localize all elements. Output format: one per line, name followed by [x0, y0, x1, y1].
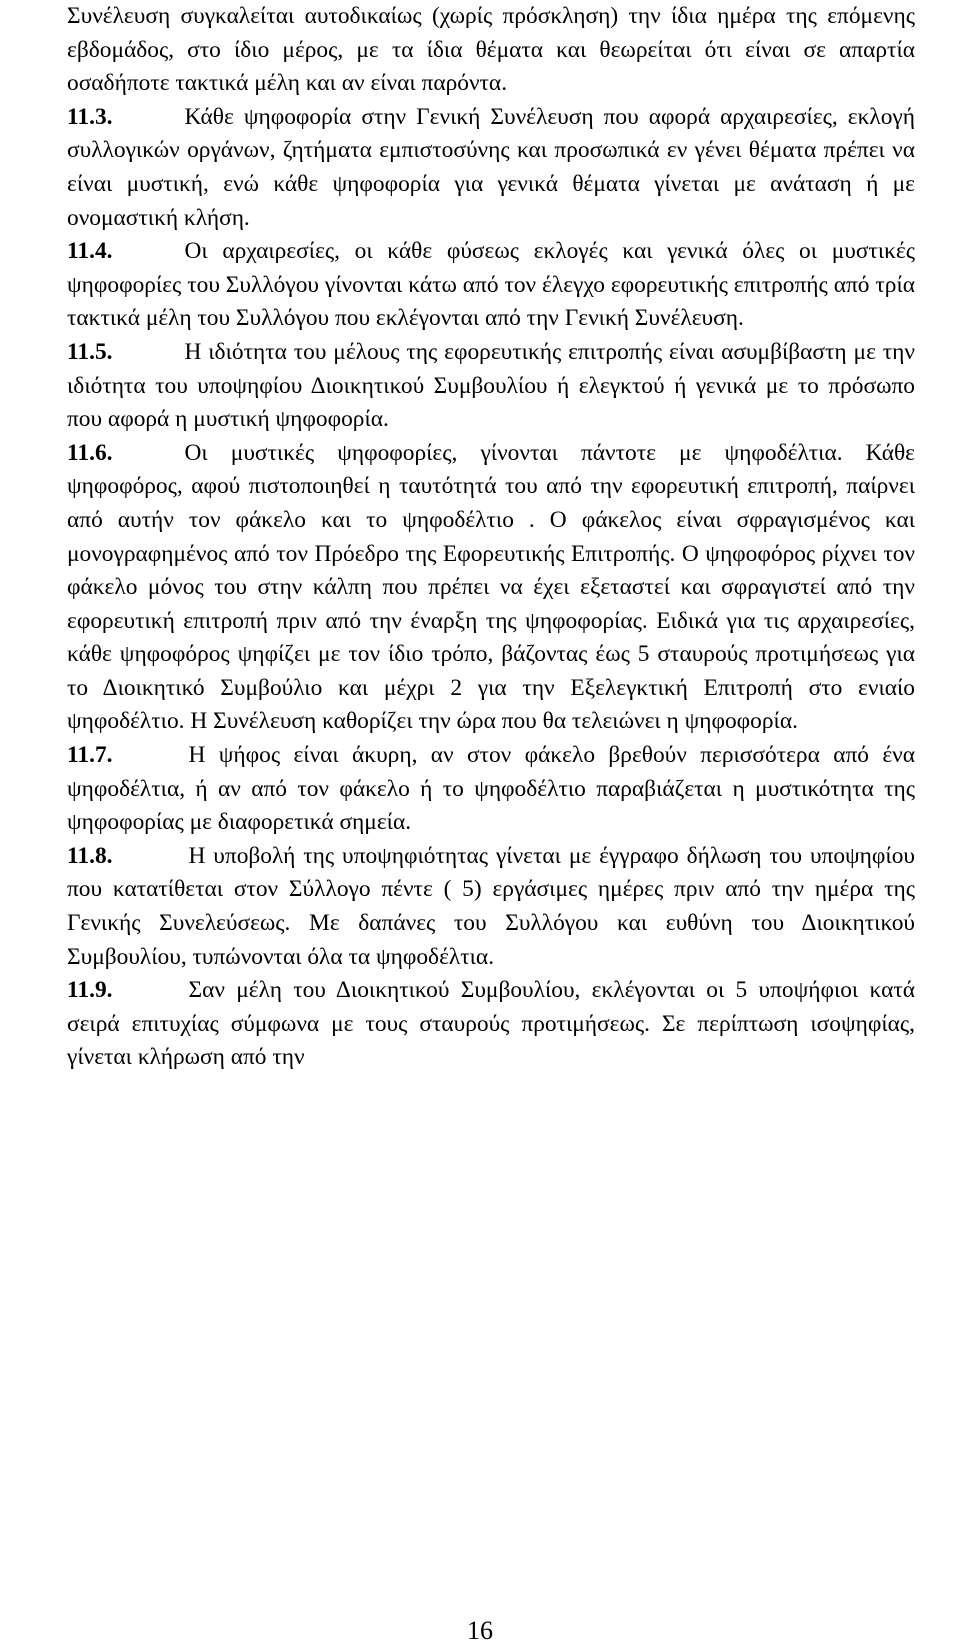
clause-text: Οι μυστικές ψηφοφορίες, γίνονται πάντοτε με ψηφοδέλτια. Κάθε ψηφοφόρος, αφού πιστοποιηθεί η ταυτότητά του από την εφορευτική επιτροπή, παίρνει από αυτήν τον φάκελο και το ψηφοδέλτιο . Ο φάκελος είναι σφραγισμένος και μονογραφημένος από τον Πρόεδρο της Εφορευτικής Επιτροπής. Ο ψηφοφόρος ρίχνει τον φάκελο μόνος του στην κάλπη που πρέπει να έχει εξεταστεί και σφραγιστεί από την εφορευτική επιτροπή πριν από την έναρξη της ψηφοφορίας. Ειδικά για τις αρχαιρεσίες, κάθε ψηφοφόρος ψηφίζει με τον ίδιο τρόπο, βάζοντας έως 5 σταυρούς προτιμήσεως για το Διοικητικό Συμβούλιο και μέχρι 2 για την Εξελεγκτική Επιτροπή στο ενιαίο ψηφοδέλτιο. Η Συνέλευση καθορίζει την ώρα που θα τελειώνει η ψηφοφορία. [67, 439, 915, 735]
clause-number: 11.4. [67, 238, 113, 265]
clause-number: 11.7. [67, 742, 113, 769]
clause-number: 11.8. [67, 842, 113, 869]
clause-text: Η ιδιότητα του μέλους της εφορευτικής επιτροπής είναι ασυμβίβαστη με την ιδιότητα του υποψηφίου Διοικητικού Συμβουλίου ή ελεγκτού ή γενικά με το πρόσωπο που αφορά η μυστική ψηφοφορία. [67, 338, 915, 433]
clause-text: Σαν μέλη του Διοικητικού Συμβουλίου, εκλέγονται οι 5 υποψήφιοι κατά σειρά επιτυχίας σύμφωνα με τους σταυρούς προτιμήσεως. Σε περίπτωση ισοψηφίας, γίνεται κλήρωση από την [67, 977, 915, 1071]
clause-11-9 [67, 974, 915, 1075]
clause-11-5 [67, 336, 915, 437]
clause-11-6 [67, 437, 915, 739]
clause-text: Η υποβολή της υποψηφιότητας γίνεται με έγγραφο δήλωση του υποψηφίου που κατατίθεται στον Σύλλογο πέντε ( 5) εργάσιμες ημέρες πριν από την ημέρα της Γενικής Συνελεύσεως. Με δαπάνες του Συλλόγου και ευθύνη του Διοικητικού Συμβουλίου, τυπώνονται όλα τα ψηφοδέλτια. [67, 842, 915, 970]
document-page [67, 0, 915, 1075]
clause-11-3 [67, 101, 915, 235]
clause-number: 11.5. [67, 338, 113, 365]
clause-number: 11.3. [67, 103, 113, 130]
clause-11-4 [67, 235, 915, 336]
clause-11-8 [67, 840, 915, 974]
clause-text: Οι αρχαιρεσίες, οι κάθε φύσεως εκλογές και γενικά όλες οι μυστικές ψηφοφορίες του Συλλόγου γίνονται κάτω από τον έλεγχο εφορευτικής επιτροπής από τρία τακτικά μέλη του Συλλόγου που εκλέγονται από την Γενική Συνέλευση. [67, 238, 915, 332]
page-number: 16 [467, 1616, 493, 1645]
intro-paragraph: Συνέλευση συγκαλείται αυτοδικαίως (χωρίς πρόσκληση) την ίδια ημέρα της επόμενης εβδομάδος, στο ίδιο μέρος, με τα ίδια θέματα και θεωρείται ότι είναι σε απαρτία οσαδήποτε τακτικά μέλη και αν είναι παρόντα. [67, 3, 915, 97]
clause-number: 11.6. [67, 439, 113, 466]
clause-text: Κάθε ψηφοφορία στην Γενική Συνέλευση που αφορά αρχαιρεσίες, εκλογή συλλογικών οργάνων, ζητήματα εμπιστοσύνης και προσωπικά εν γένει θέματα πρέπει να είναι μυστική, ενώ κάθε ψηφοφορία για γενικά θέματα γίνεται με ανάταση ή με ονομαστική κλήση. [67, 103, 915, 231]
clause-number: 11.9. [67, 977, 113, 1004]
clause-11-7 [67, 739, 915, 840]
clause-text: Η ψήφος είναι άκυρη, αν στον φάκελο βρεθούν περισσότερα από ένα ψηφοδέλτια, ή αν από τον φάκελο ή το ψηφοδέλτιο παραβιάζεται η μυστικότητα της ψηφοφορίας με διαφορετικά σημεία. [67, 742, 915, 836]
